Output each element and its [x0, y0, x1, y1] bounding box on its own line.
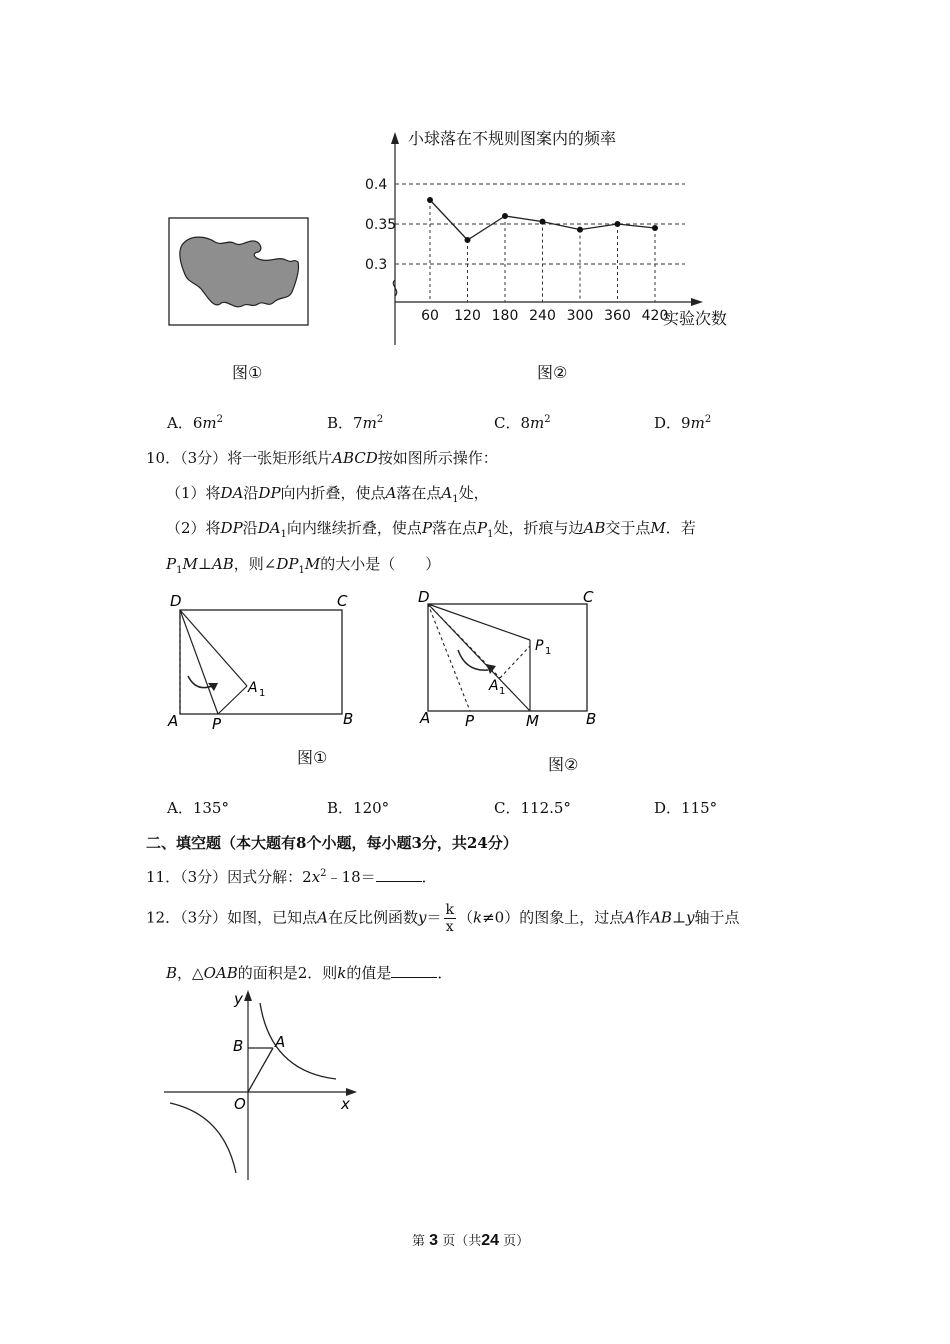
origin-label: O — [234, 1095, 246, 1113]
x-tick-label: 300 — [566, 308, 594, 324]
text: ，△ — [177, 964, 204, 982]
text: DP — [258, 484, 281, 502]
q12-hyperbola-graph — [160, 985, 360, 1185]
text: AB — [211, 555, 234, 573]
subscript: 1 — [298, 565, 305, 576]
frequency-line-chart — [355, 120, 755, 355]
data-point — [540, 219, 546, 225]
segment-da1 — [180, 610, 247, 686]
point-label-b: B — [343, 710, 354, 728]
option-value: 8 — [520, 414, 531, 432]
q10-step2 — [166, 517, 696, 540]
point-label-a: A — [168, 712, 179, 730]
option-value: 6 — [192, 414, 203, 432]
option-exponent: 2 — [376, 414, 384, 425]
fraction-denominator: x — [445, 919, 454, 935]
option-value: 9 — [681, 414, 691, 432]
option-unit: m — [362, 414, 377, 432]
point-label-a: A — [275, 1033, 286, 1051]
q10-fold-figure-1 — [160, 588, 370, 738]
text: P — [166, 555, 177, 573]
text: ． — [421, 868, 437, 886]
option-prefix: C． — [494, 414, 521, 432]
option-exponent: 2 — [216, 414, 223, 425]
text: ﹣18＝ — [326, 868, 376, 886]
text: ＝ — [426, 908, 442, 927]
text: x — [311, 868, 321, 886]
text: 作 — [635, 908, 651, 927]
option-unit: m — [202, 414, 217, 432]
point-label-a1-sub: 1 — [259, 688, 266, 699]
text: A — [441, 484, 453, 502]
footer-text: 页） — [503, 1234, 530, 1249]
answer-blank[interactable] — [391, 963, 437, 978]
text: A — [385, 484, 397, 502]
text: 处， — [458, 484, 489, 502]
rectangle-abcd — [428, 604, 587, 711]
point-label-b: B — [586, 710, 597, 728]
text: y — [686, 908, 695, 927]
option-prefix: B． — [327, 414, 354, 432]
point-label-d: D — [418, 588, 430, 606]
section-heading: 二、填空题（本大题有8个小题，每小题3分，共24分） — [146, 834, 518, 852]
option-prefix: D． — [654, 414, 682, 432]
data-point — [577, 227, 583, 233]
fig1-label-q9: 图① — [232, 363, 263, 382]
fold-line-dp — [180, 610, 218, 714]
hyperbola-branch-q3 — [170, 1103, 236, 1173]
text: AB — [583, 519, 606, 537]
text: AB — [650, 908, 672, 927]
text: A — [317, 908, 328, 927]
x-tick-label: 120 — [454, 308, 481, 324]
option-exponent: 2 — [704, 414, 712, 425]
text: M — [650, 519, 666, 537]
q10-head-tail: 按如图所示操作： — [377, 449, 498, 467]
text: 12．（3分）如图，已知点 — [146, 908, 318, 927]
point-label-d: D — [170, 592, 182, 610]
subscript: 1 — [280, 529, 287, 540]
text: 沿 — [242, 519, 258, 537]
subscript: 1 — [452, 494, 459, 505]
y-tick-label: 0.3 — [365, 257, 388, 273]
text: DP — [276, 555, 299, 573]
point-label-c: C — [337, 592, 348, 610]
text: P — [421, 519, 433, 537]
x-tick-label: 60 — [421, 308, 439, 324]
point-label-a1-sub: 1 — [499, 686, 506, 697]
text: k — [473, 908, 483, 927]
q10-option-d[interactable]: D．115° — [654, 799, 718, 817]
data-point — [427, 197, 433, 203]
irregular-shape-figure — [160, 210, 320, 335]
text: ≠0）的图象上，过点 — [482, 908, 625, 927]
text: ⊥ — [197, 555, 212, 573]
text: A — [624, 908, 636, 927]
page-number: 3 — [429, 1232, 439, 1249]
text: ．若 — [665, 519, 696, 537]
exponent: 2 — [320, 868, 327, 879]
option-prefix: A． — [167, 414, 193, 432]
fraction-k-over-x — [444, 902, 456, 935]
x-axis-arrow — [691, 298, 703, 306]
segment-dp1 — [428, 604, 530, 640]
text: 的大小是（ ） — [320, 555, 441, 573]
text: M — [304, 555, 321, 573]
total-pages: 24 — [481, 1232, 500, 1249]
q10-head: 10．（3分）将一张矩形纸片 — [146, 449, 333, 467]
page-footer — [412, 1230, 529, 1250]
q9-option-d[interactable] — [654, 412, 711, 433]
text: DA — [257, 519, 281, 537]
q10-line3 — [166, 553, 440, 576]
y-tick-label: 0.35 — [365, 217, 397, 233]
text: 沿 — [243, 484, 259, 502]
text: DP — [220, 519, 243, 537]
point-label-p1-sub: 1 — [545, 646, 552, 657]
text: ⊥ — [671, 908, 687, 927]
text: 在反比例函数 — [327, 908, 418, 927]
q10-abcd: ABCD — [332, 449, 378, 467]
point-label-p: P — [212, 715, 222, 733]
point-label-a1: A — [489, 678, 499, 694]
chart-title: 小球落在不规则图案内的频率 — [408, 129, 617, 148]
x-tick-label: 240 — [529, 308, 556, 324]
text: （ — [457, 908, 473, 927]
q10-option-a[interactable]: A．135° — [167, 799, 229, 817]
text: 落在点 — [396, 484, 442, 502]
option-unit: m — [690, 414, 705, 432]
fold-arrow — [458, 650, 488, 670]
text: ． — [437, 964, 453, 982]
y-axis-arrow — [244, 990, 252, 1001]
q12-stem — [146, 902, 740, 935]
x-tick-label: 180 — [491, 308, 519, 324]
point-label-a1: A — [248, 680, 258, 696]
text: 向内折叠，使点 — [280, 484, 386, 502]
segment-pa1 — [218, 686, 247, 714]
text: 轴于点 — [694, 908, 740, 927]
hyperbola-branch-q1 — [260, 1003, 336, 1079]
text: （2）将 — [166, 519, 221, 537]
q10-fig1-label: 图① — [297, 748, 328, 767]
q10-fig2-label: 图② — [548, 755, 579, 774]
fig2-label-q9: 图② — [537, 363, 568, 382]
crease-dp — [428, 604, 470, 711]
text: k — [337, 964, 347, 982]
q10-step1 — [166, 482, 489, 505]
option-unit: m — [530, 414, 545, 432]
text: 向内继续折叠，使点 — [286, 519, 422, 537]
text: DA — [220, 484, 244, 502]
text: ，则∠ — [233, 555, 277, 573]
data-point — [502, 213, 508, 219]
data-point — [615, 221, 621, 227]
fraction-numerator: k — [445, 902, 454, 918]
q10-fold-figure-2 — [410, 584, 620, 738]
q10-stem — [146, 447, 498, 468]
point-label-b: B — [233, 1037, 244, 1055]
text: 11．（3分）因式分解：2 — [146, 868, 312, 886]
fold-arrow-head — [486, 664, 496, 674]
footer-text: 页（共 — [442, 1234, 482, 1249]
text: （1）将 — [166, 484, 221, 502]
point-label-p1: P — [535, 638, 544, 654]
data-point — [652, 225, 658, 231]
text: 交于点 — [605, 519, 651, 537]
point-label-a: A — [420, 709, 431, 727]
y-axis-arrow — [391, 132, 399, 144]
data-point — [465, 237, 471, 243]
q10-option-c[interactable]: C．112.5° — [494, 799, 571, 817]
option-exponent: 2 — [544, 414, 551, 425]
q11-stem — [146, 866, 437, 887]
x-axis-label: 实验次数 — [663, 309, 728, 328]
x-tick-label: 360 — [604, 308, 631, 324]
q10-option-b[interactable]: B．120° — [327, 799, 390, 817]
q9-option-a[interactable] — [167, 412, 223, 433]
fold-line-dm — [428, 604, 530, 711]
crease-a1-p1 — [500, 646, 530, 678]
q9-option-c[interactable] — [494, 412, 551, 433]
y-axis-label: y — [234, 990, 243, 1008]
q12-line2 — [166, 962, 452, 983]
text: y — [418, 908, 427, 927]
segment-oa — [248, 1048, 273, 1092]
y-tick-label: 0.4 — [365, 177, 388, 193]
answer-blank[interactable] — [376, 867, 422, 882]
option-value: 7 — [353, 414, 363, 432]
footer-text: 第 — [412, 1234, 426, 1249]
text: 处，折痕与边 — [493, 519, 584, 537]
point-label-c: C — [583, 588, 594, 606]
text: 的面积是2．则 — [237, 964, 338, 982]
x-axis-label: x — [341, 1095, 350, 1113]
x-tick-label: 420 — [641, 308, 669, 324]
fold-arrow — [188, 676, 212, 688]
q9-option-b[interactable] — [327, 412, 383, 433]
text: P — [477, 519, 488, 537]
text: B — [166, 964, 178, 982]
text: OAB — [203, 964, 238, 982]
subscript: 1 — [487, 529, 494, 540]
text: 的值是 — [346, 964, 392, 982]
point-label-m: M — [526, 712, 539, 730]
subscript: 1 — [176, 565, 183, 576]
point-label-p: P — [465, 712, 475, 730]
text: 落在点 — [432, 519, 478, 537]
text: M — [182, 555, 198, 573]
